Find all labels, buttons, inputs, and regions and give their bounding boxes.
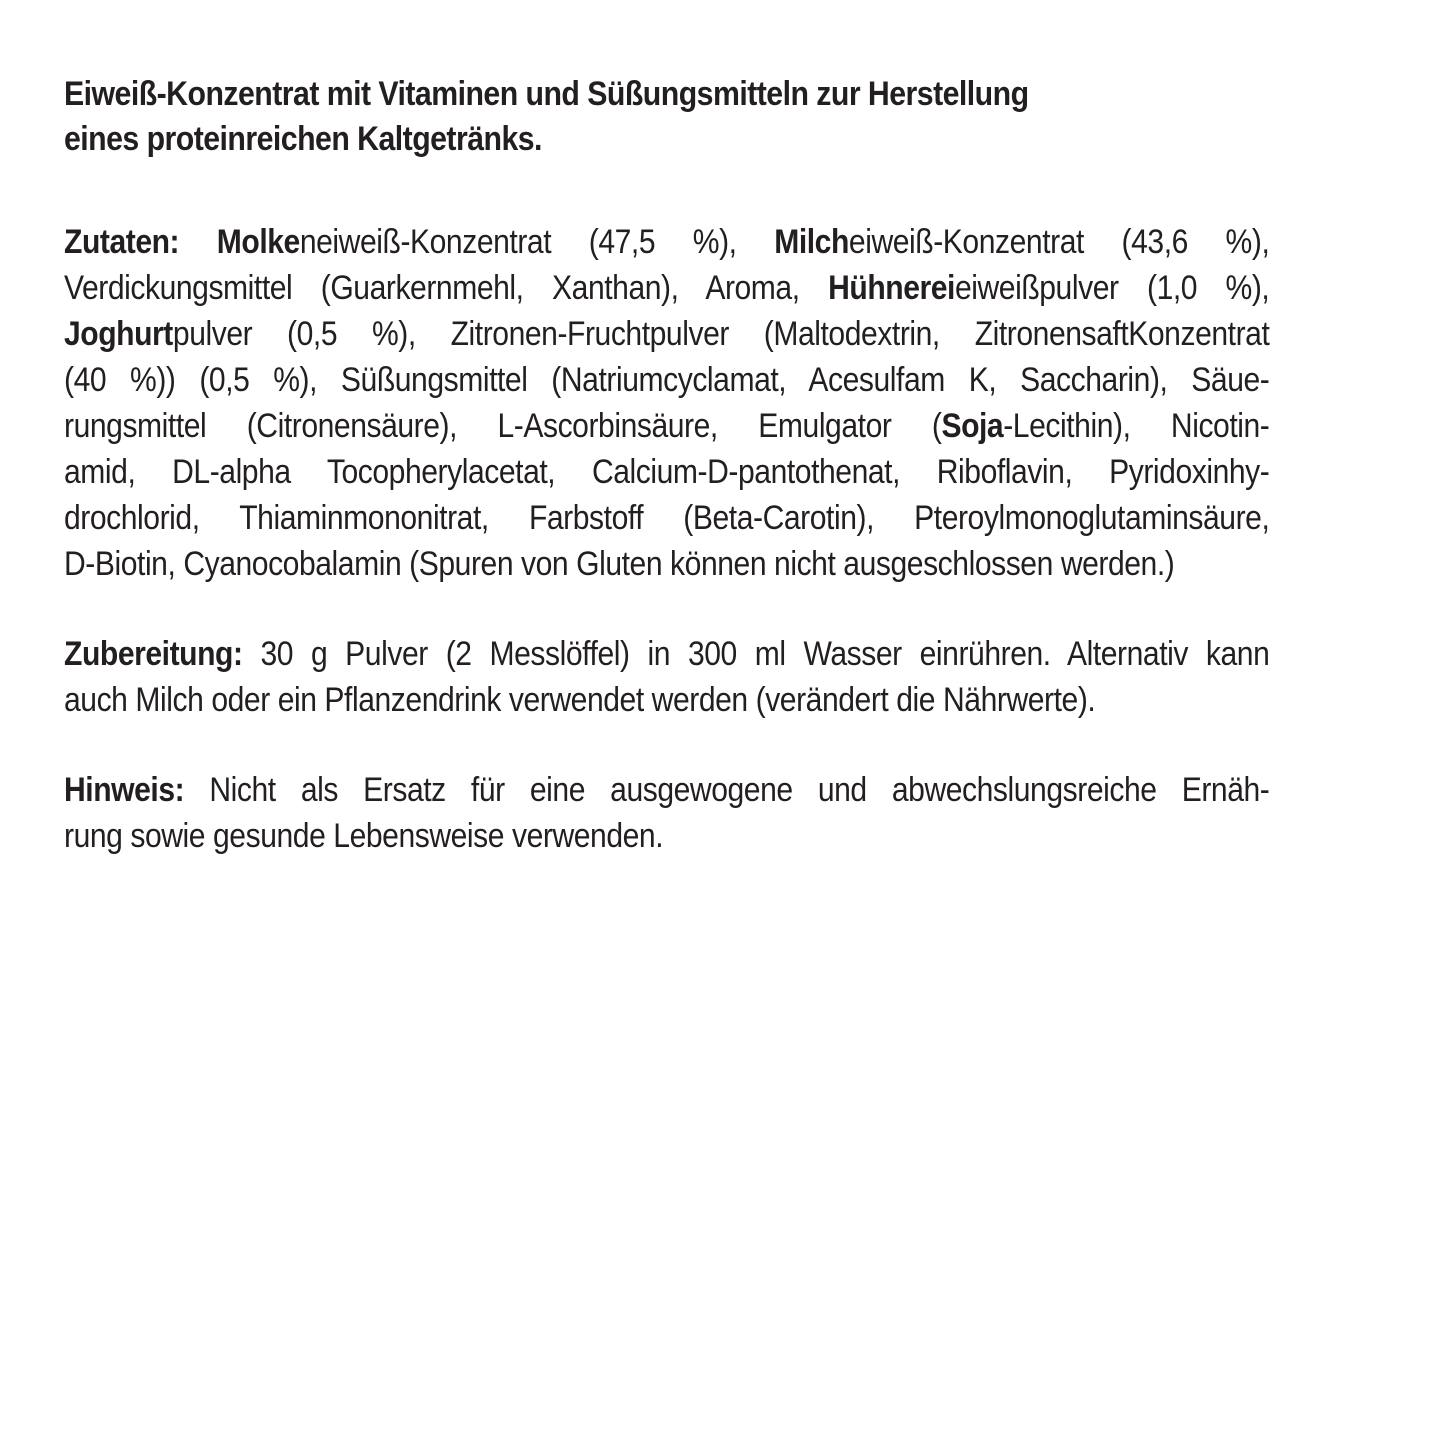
allergen-highlight: Milch xyxy=(774,223,849,261)
ingredients-line-8 xyxy=(64,541,1269,587)
ingredients-section xyxy=(64,219,1269,587)
ingredients-label: Zutaten: xyxy=(64,223,180,261)
notice-section xyxy=(64,767,1269,859)
ingredient-text: pulver (0,5 %), Zitronen-Fruchtpulver (Maltodextrin, ZitronensaftKonzentrat xyxy=(172,315,1270,353)
ingredient-text: eiweiß-Konzentrat (43,6 %), xyxy=(848,223,1270,261)
ingredient-text: eiweißpulver (1,0 %), xyxy=(954,269,1270,307)
ingredient-text: (40 %)) (0,5 %), Süßungsmittel (Natriumcyclamat, Acesulfam K, Saccharin), Säue- xyxy=(64,361,1270,399)
ingredient-text: Verdickungsmittel (Guarkernmehl, Xanthan), Aroma, xyxy=(64,269,829,307)
ingredients-line-2 xyxy=(64,265,1269,311)
label-text-page xyxy=(64,72,1270,859)
preparation-section xyxy=(64,631,1269,723)
allergen-highlight: Soja xyxy=(941,407,1004,445)
allergen-highlight: Joghurt xyxy=(64,315,173,353)
ingredients-line-7 xyxy=(64,495,1269,541)
notice-line-2: rung sowie gesunde Lebensweise verwenden. xyxy=(64,817,664,855)
ingredients-line-5 xyxy=(64,403,1269,449)
ingredient-text: amid, DL-alpha Tocopherylacetat, Calcium-D-pantothenat, Riboflavin, Pyridoxinhy- xyxy=(64,453,1270,491)
ingredients-line-4 xyxy=(64,357,1269,403)
allergen-highlight: Hühnerei xyxy=(828,269,955,307)
notice-label: Hinweis: xyxy=(64,771,185,809)
ingredient-text: -Lecithin), Nicotin- xyxy=(1003,407,1270,445)
notice-text-1: Nicht als Ersatz für eine ausgewogene und abwechslungsreiche Ernäh- xyxy=(184,771,1270,809)
allergen-highlight: Molke xyxy=(216,223,300,261)
product-description-title xyxy=(64,72,1270,162)
ingredients-line xyxy=(64,219,1269,265)
ingredients-line-3 xyxy=(64,311,1269,357)
ingredients-line-1 xyxy=(217,223,1270,261)
preparation-line-1 xyxy=(64,631,1269,677)
preparation-label: Zubereitung: xyxy=(64,635,243,673)
title-line-1: Eiweiß-Konzentrat mit Vitaminen und Süßungsmitteln zur Herstellung xyxy=(64,75,1029,113)
preparation-text-1: 30 g Pulver (2 Messlöffel) in 300 ml Wasser einrühren. Alternativ kann xyxy=(242,635,1270,673)
notice-line-1 xyxy=(64,767,1269,813)
ingredient-text: neiweiß-Konzentrat (47,5 %), xyxy=(299,223,775,261)
title-line-2: eines proteinreichen Kaltgetränks. xyxy=(64,120,542,158)
ingredient-text: rungsmittel (Citronensäure), L-Ascorbinsäure, Emulgator ( xyxy=(64,407,942,445)
ingredients-line-6 xyxy=(64,449,1269,495)
ingredient-text: D-Biotin, Cyanocobalamin (Spuren von Gluten können nicht ausgeschlossen werden.) xyxy=(64,545,1175,583)
ingredient-text: drochlorid, Thiaminmononitrat, Farbstoff (Beta-Carotin), Pteroylmonoglutaminsäure, xyxy=(64,499,1270,537)
preparation-line-2: auch Milch oder ein Pflanzendrink verwendet werden (verändert die Nährwerte). xyxy=(64,681,1096,719)
